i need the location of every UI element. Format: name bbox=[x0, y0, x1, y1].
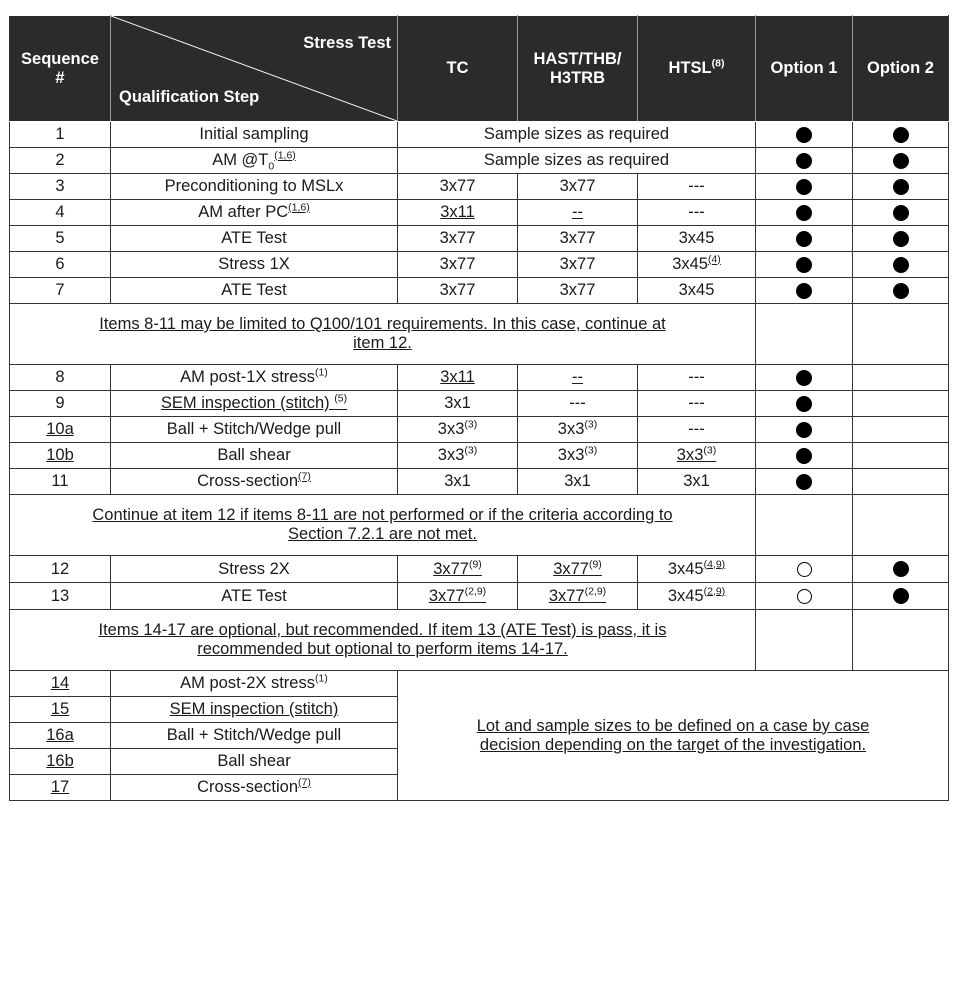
option2-cell bbox=[853, 469, 949, 495]
filled-circle-icon bbox=[796, 257, 812, 273]
filled-circle-icon bbox=[893, 561, 909, 577]
option2-cell bbox=[853, 174, 949, 200]
tc-cell: 3x77$^{(9)}$ bbox=[398, 556, 518, 583]
note-row bbox=[10, 495, 949, 556]
option1-cell bbox=[756, 391, 853, 417]
step-cell: Ball + Stitch/Wedge pull bbox=[111, 417, 398, 443]
seq-cell: 2 bbox=[10, 148, 111, 174]
option1-cell bbox=[756, 583, 853, 610]
table-row bbox=[10, 417, 949, 443]
seq-cell: 16a bbox=[10, 723, 111, 749]
option1-cell bbox=[756, 252, 853, 278]
hast-cell: 3x77$^{(2,9)}$ bbox=[518, 583, 638, 610]
filled-circle-icon bbox=[893, 283, 909, 299]
htsl-cell: --- bbox=[638, 365, 756, 391]
tc-cell: 3x77 bbox=[398, 252, 518, 278]
option1-cell bbox=[756, 495, 853, 556]
htsl-cell: 3x3$^{(3)}$ bbox=[638, 443, 756, 469]
option1-header: Option 1 bbox=[756, 16, 853, 122]
tc-cell: 3x77 bbox=[398, 226, 518, 252]
step-cell: Cross-section$^{(7)}$ bbox=[111, 775, 398, 801]
seq-cell: 17 bbox=[10, 775, 111, 801]
option1-cell bbox=[756, 365, 853, 391]
step-cell: AM $@T_0^{(1,6)}$ bbox=[111, 148, 398, 174]
hast-cell: 3x3$^{(3)}$ bbox=[518, 443, 638, 469]
step-cell: Ball shear bbox=[111, 749, 398, 775]
option2-cell bbox=[853, 278, 949, 304]
hast-cell: 3x77 bbox=[518, 174, 638, 200]
note-text: Items 14-17 are optional, but recommended. If item 13 (ATE Test) is pass, it is recommended but optional to perform items 14-17. bbox=[10, 610, 756, 671]
hast-cell: --- bbox=[518, 391, 638, 417]
option1-cell bbox=[756, 556, 853, 583]
open-circle-icon bbox=[797, 589, 812, 604]
tc-cell: 3x11 bbox=[398, 365, 518, 391]
filled-circle-icon bbox=[893, 205, 909, 221]
note-text: Items 8-11 may be limited to Q100/101 requirements. In this case, continue at item 12. bbox=[10, 304, 756, 365]
htsl-cell: 3x45 bbox=[638, 226, 756, 252]
filled-circle-icon bbox=[893, 257, 909, 273]
step-cell: Initial sampling bbox=[111, 122, 398, 148]
option1-cell bbox=[756, 304, 853, 365]
filled-circle-icon bbox=[893, 127, 909, 143]
htsl-cell: 3x45$^{(4)}$ bbox=[638, 252, 756, 278]
qualification-step-label: Qualification Step bbox=[119, 88, 260, 106]
table-row bbox=[10, 278, 949, 304]
option1-cell bbox=[756, 417, 853, 443]
table-row bbox=[10, 671, 949, 697]
table-row bbox=[10, 556, 949, 583]
filled-circle-icon bbox=[796, 127, 812, 143]
option2-cell bbox=[853, 200, 949, 226]
option2-cell bbox=[853, 148, 949, 174]
qualification-table bbox=[9, 15, 949, 801]
option1-cell bbox=[756, 226, 853, 252]
step-cell: Ball shear bbox=[111, 443, 398, 469]
filled-circle-icon bbox=[893, 153, 909, 169]
htsl-cell: --- bbox=[638, 391, 756, 417]
step-cell: AM after PC$^{(1,6)}$ bbox=[111, 200, 398, 226]
sample-size-cell: Sample sizes as required bbox=[398, 122, 756, 148]
option1-cell bbox=[756, 610, 853, 671]
step-cell: Ball + Stitch/Wedge pull bbox=[111, 723, 398, 749]
seq-cell: 4 bbox=[10, 200, 111, 226]
table-row bbox=[10, 122, 949, 148]
option2-cell bbox=[853, 495, 949, 556]
step-cell: SEM inspection (stitch) bbox=[111, 697, 398, 723]
seq-cell: 12 bbox=[10, 556, 111, 583]
table-row bbox=[10, 365, 949, 391]
tc-cell: 3x1 bbox=[398, 391, 518, 417]
filled-circle-icon bbox=[893, 588, 909, 604]
step-cell: AM post-1X stress$^{(1)}$ bbox=[111, 365, 398, 391]
option2-cell bbox=[853, 417, 949, 443]
step-cell: ATE Test bbox=[111, 583, 398, 610]
seq-cell: 3 bbox=[10, 174, 111, 200]
open-circle-icon bbox=[797, 562, 812, 577]
filled-circle-icon bbox=[796, 474, 812, 490]
filled-circle-icon bbox=[796, 153, 812, 169]
table-row bbox=[10, 443, 949, 469]
filled-circle-icon bbox=[796, 205, 812, 221]
note-row bbox=[10, 610, 949, 671]
option2-cell bbox=[853, 122, 949, 148]
filled-circle-icon bbox=[796, 396, 812, 412]
option2-cell bbox=[853, 443, 949, 469]
tc-header: TC bbox=[398, 16, 518, 122]
option1-cell bbox=[756, 122, 853, 148]
filled-circle-icon bbox=[796, 179, 812, 195]
tc-cell: 3x77 bbox=[398, 278, 518, 304]
seq-cell: 9 bbox=[10, 391, 111, 417]
tc-cell: 3x77 bbox=[398, 174, 518, 200]
table-row bbox=[10, 174, 949, 200]
seq-cell: 7 bbox=[10, 278, 111, 304]
step-cell: SEM inspection (stitch) $^{(5)}$ bbox=[111, 391, 398, 417]
hast-cell: 3x77$^{(9)}$ bbox=[518, 556, 638, 583]
step-cell: Stress 1X bbox=[111, 252, 398, 278]
option1-cell bbox=[756, 278, 853, 304]
table-row bbox=[10, 252, 949, 278]
step-cell: ATE Test bbox=[111, 226, 398, 252]
filled-circle-icon bbox=[796, 370, 812, 386]
option2-cell bbox=[853, 556, 949, 583]
htsl-cell: --- bbox=[638, 200, 756, 226]
htsl-cell: 3x45 bbox=[638, 278, 756, 304]
hast-cell: -- bbox=[518, 365, 638, 391]
tc-cell: 3x3$^{(3)}$ bbox=[398, 417, 518, 443]
tc-cell: 3x3$^{(3)}$ bbox=[398, 443, 518, 469]
hast-cell: 3x1 bbox=[518, 469, 638, 495]
table-row bbox=[10, 148, 949, 174]
option1-cell bbox=[756, 148, 853, 174]
htsl-cell: 3x45$^{(2,9)}$ bbox=[638, 583, 756, 610]
option1-cell bbox=[756, 443, 853, 469]
step-cell: Cross-section$^{(7)}$ bbox=[111, 469, 398, 495]
filled-circle-icon bbox=[893, 231, 909, 247]
table-row bbox=[10, 226, 949, 252]
hast-cell: -- bbox=[518, 200, 638, 226]
seq-cell: 10a bbox=[10, 417, 111, 443]
htsl-header: HTSL$^{(8)}$ bbox=[638, 16, 756, 122]
tc-cell: 3x11 bbox=[398, 200, 518, 226]
header-row bbox=[10, 16, 949, 122]
option2-cell bbox=[853, 226, 949, 252]
seq-cell: 1 bbox=[10, 122, 111, 148]
seq-cell: 14 bbox=[10, 671, 111, 697]
filled-circle-icon bbox=[796, 422, 812, 438]
step-cell: AM post-2X stress$^{(1)}$ bbox=[111, 671, 398, 697]
option2-cell bbox=[853, 610, 949, 671]
seq-cell: 5 bbox=[10, 226, 111, 252]
option1-cell bbox=[756, 469, 853, 495]
step-cell: Preconditioning to MSLx bbox=[111, 174, 398, 200]
option2-cell bbox=[853, 391, 949, 417]
seq-cell: 10b bbox=[10, 443, 111, 469]
option2-header: Option 2 bbox=[853, 16, 949, 122]
stress-qualification-header bbox=[111, 16, 398, 122]
option2-cell bbox=[853, 365, 949, 391]
lot-sample-note: Lot and sample sizes to be defined on a case by case decision depending on the target of the investigation. bbox=[398, 671, 949, 801]
seq-cell: 13 bbox=[10, 583, 111, 610]
table-row bbox=[10, 391, 949, 417]
hast-cell: 3x77 bbox=[518, 278, 638, 304]
seq-cell: 16b bbox=[10, 749, 111, 775]
tc-cell: 3x77$^{(2,9)}$ bbox=[398, 583, 518, 610]
note-row bbox=[10, 304, 949, 365]
hast-header: HAST/THB/ H3TRB bbox=[518, 16, 638, 122]
htsl-cell: 3x1 bbox=[638, 469, 756, 495]
htsl-cell: 3x45$^{(4,9)}$ bbox=[638, 556, 756, 583]
tc-cell: 3x1 bbox=[398, 469, 518, 495]
filled-circle-icon bbox=[796, 448, 812, 464]
step-cell: Stress 2X bbox=[111, 556, 398, 583]
htsl-cell: --- bbox=[638, 417, 756, 443]
seq-cell: 15 bbox=[10, 697, 111, 723]
htsl-cell: --- bbox=[638, 174, 756, 200]
filled-circle-icon bbox=[796, 283, 812, 299]
seq-cell: 8 bbox=[10, 365, 111, 391]
table-row bbox=[10, 469, 949, 495]
option1-cell bbox=[756, 174, 853, 200]
seq-cell: 11 bbox=[10, 469, 111, 495]
table-row bbox=[10, 200, 949, 226]
option2-cell bbox=[853, 304, 949, 365]
table-row bbox=[10, 583, 949, 610]
hast-cell: 3x3$^{(3)}$ bbox=[518, 417, 638, 443]
option2-cell bbox=[853, 252, 949, 278]
step-cell: ATE Test bbox=[111, 278, 398, 304]
hast-cell: 3x77 bbox=[518, 252, 638, 278]
seq-cell: 6 bbox=[10, 252, 111, 278]
filled-circle-icon bbox=[893, 179, 909, 195]
sequence-header: Sequence # bbox=[10, 16, 111, 122]
hast-cell: 3x77 bbox=[518, 226, 638, 252]
option2-cell bbox=[853, 583, 949, 610]
sample-size-cell: Sample sizes as required bbox=[398, 148, 756, 174]
note-text: Continue at item 12 if items 8-11 are not performed or if the criteria according to Section 7.2.1 are not met. bbox=[10, 495, 756, 556]
stress-test-label: Stress Test bbox=[303, 34, 391, 52]
filled-circle-icon bbox=[796, 231, 812, 247]
option1-cell bbox=[756, 200, 853, 226]
